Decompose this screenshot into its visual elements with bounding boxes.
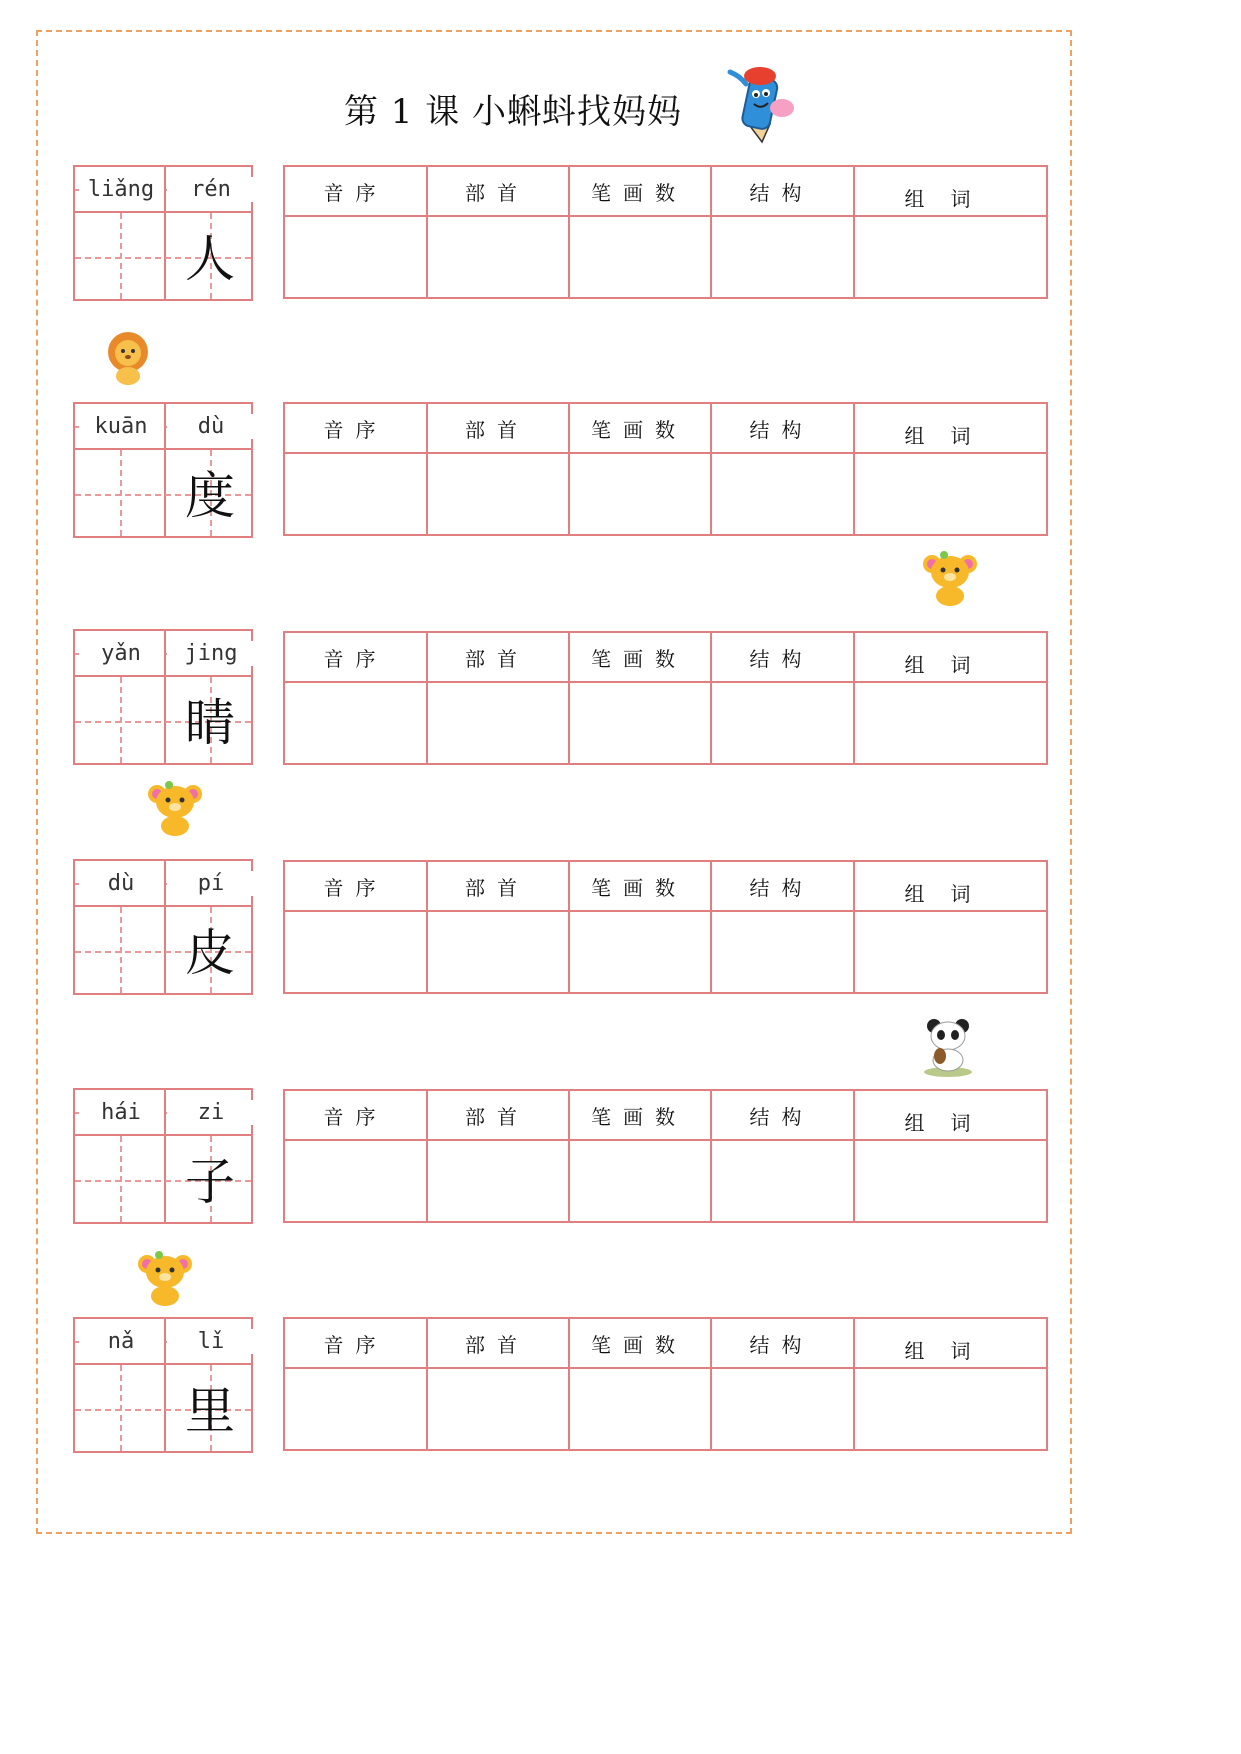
character-grid [73,165,253,301]
character-info-table [283,860,1048,994]
header-jiegou: 结构 [749,1333,814,1357]
pinyin-left: hái [79,1100,163,1125]
header-bihuashu: 笔画数 [591,418,687,442]
hanzi-character: 子 [185,1153,235,1211]
character-info-table [283,1317,1048,1451]
character-info-table [283,1089,1048,1223]
header-bushou: 部首 [465,418,529,442]
header-zuci: 组词 [904,1111,997,1135]
hanzi-character: 度 [185,467,235,525]
character-info-table [283,402,1048,536]
header-bihuashu: 笔画数 [591,647,687,671]
pinyin-left: liǎng [79,177,163,202]
header-jiegou: 结构 [749,181,814,205]
character-info-table [283,165,1048,299]
pinyin-left: yǎn [79,641,163,666]
header-zuci: 组词 [904,882,997,906]
header-jiegou: 结构 [749,418,814,442]
header-yinxu: 音序 [323,1333,388,1357]
header-yinxu: 音序 [323,181,388,205]
pinyin-right: dù [167,414,255,439]
pinyin-right: rén [167,177,255,202]
character-info-table [283,631,1048,765]
header-yinxu: 音序 [323,647,388,671]
header-bihuashu: 笔画数 [591,181,687,205]
header-jiegou: 结构 [749,876,814,900]
header-bihuashu: 笔画数 [591,1333,687,1357]
header-zuci: 组词 [904,653,997,677]
lion-icon [105,330,151,386]
hanzi-character: 皮 [185,924,235,982]
panda-icon [920,1016,976,1078]
hanzi-character: 睛 [185,694,235,752]
pinyin-left: nǎ [79,1329,163,1354]
header-zuci: 组词 [904,187,997,211]
header-yinxu: 音序 [323,876,388,900]
bear-icon [135,1248,195,1308]
header-bihuashu: 笔画数 [591,876,687,900]
pinyin-right: jing [167,641,255,666]
character-grid [73,1317,253,1453]
pinyin-right: zi [167,1100,255,1125]
character-grid [73,402,253,538]
hanzi-character: 人 [185,230,235,288]
header-jiegou: 结构 [749,647,814,671]
pinyin-right: lǐ [167,1329,255,1354]
header-bushou: 部首 [465,1105,529,1129]
bear-icon [145,778,205,838]
character-grid [73,1088,253,1224]
header-yinxu: 音序 [323,1105,388,1129]
header-zuci: 组词 [904,424,997,448]
hanzi-character: 里 [185,1382,235,1440]
header-bushou: 部首 [465,181,529,205]
pinyin-right: pí [167,871,255,896]
header-zuci: 组词 [904,1339,997,1363]
header-jiegou: 结构 [749,1105,814,1129]
header-bushou: 部首 [465,647,529,671]
header-yinxu: 音序 [323,418,388,442]
header-bushou: 部首 [465,876,529,900]
page-title: 第 1 课 小蝌蚪找妈妈 [343,92,683,132]
character-grid [73,629,253,765]
character-grid [73,859,253,995]
bear-icon [920,548,980,608]
header-bihuashu: 笔画数 [591,1105,687,1129]
pencil-mascot-icon [722,60,802,144]
header-bushou: 部首 [465,1333,529,1357]
pinyin-left: dù [79,871,163,896]
pinyin-left: kuān [79,414,163,439]
